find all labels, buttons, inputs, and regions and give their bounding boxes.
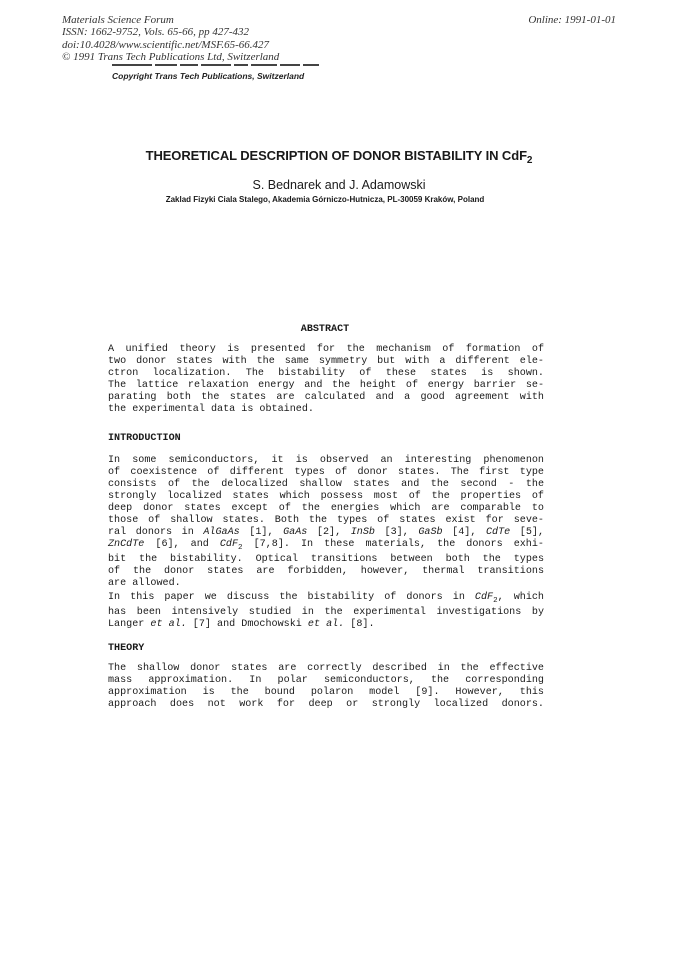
material-name: AlGaAs (203, 527, 240, 538)
scan-artifact-line (112, 64, 324, 68)
paragraph-line: approach does not work for deep or strongly localized donors. (108, 699, 544, 710)
paragraph-line: In this paper we discuss the bistability of donors in CdF$_2$, which (108, 592, 544, 605)
abstract-line: A unified theory is presented for the mechanism of formation of (108, 344, 544, 355)
paragraph-line: mass approximation. In polar semiconductors, the corresponding (108, 675, 544, 686)
abstract-line: the experimental data is obtained. (108, 404, 314, 415)
abstract-body (108, 344, 544, 416)
copyright-note: Copyright Trans Tech Publications, Switzerland (112, 71, 305, 81)
abstract-line: The lattice relaxation energy and the height of energy barrier se- (108, 380, 544, 391)
doi-line: doi:10.4028/www.scientific.net/MSF.65-66.427 (62, 38, 270, 51)
paragraph-line: deep donor states except of the energies which are comparable to (108, 503, 544, 514)
paragraph-line: approximation is the bound polaron model [9]. However, this (108, 687, 544, 698)
journal-name: Materials Science Forum (62, 14, 174, 26)
abstract-line: ctron localization. The bistability of these states is shown. (108, 368, 544, 379)
title-subscript: 2 (526, 155, 533, 166)
theory-paragraph (108, 663, 544, 711)
paragraph-line: In some semiconductors, it is observed an interesting phenomenon (108, 455, 544, 466)
introduction-paragraph-2 (108, 592, 544, 631)
theory-heading: THEORY (108, 643, 145, 654)
paragraph-line: consists of the delocalized shallow states and the second - the (108, 479, 544, 490)
introduction-paragraph-1 (108, 455, 544, 590)
paragraph-line: of the donor states are forbidden, however, thermal transitions (108, 566, 544, 577)
paragraph-line: strongly localized states which possess most of the properties of (108, 491, 544, 502)
material-name: CdF (474, 592, 494, 603)
online-date: Online: 1991-01-01 (528, 14, 616, 26)
paper-title (0, 148, 678, 166)
material-name: ZnCdTe (108, 539, 145, 550)
paragraph-line: has been intensively studied in the experimental investigations by (108, 607, 544, 618)
affiliation: Zaklad Fizyki Ciala Stalego, Akademia Górniczo-Hutnicza, PL-30059 Kraków, Poland (165, 195, 485, 204)
paragraph-line: those of shallow states. Both the types of states exist for seve- (108, 515, 544, 526)
introduction-heading: INTRODUCTION (108, 433, 181, 444)
material-name: InSb (350, 527, 375, 538)
abstract-line: two donor states with the same symmetry but with a different ele- (108, 356, 544, 367)
issn-line: ISSN: 1662-9752, Vols. 65-66, pp 427-432 (62, 26, 249, 39)
paragraph-line: ral donors in AlGaAs [1], GaAs [2], InSb [3], GaSb [4], CdTe [5], (108, 527, 545, 538)
material-name: CdF (219, 539, 239, 550)
journal-header (62, 14, 279, 64)
paragraph-line: are allowed. (108, 578, 181, 589)
material-name: CdTe (485, 527, 511, 538)
abstract-line: parating both the states are calculated and a good agreement with (108, 392, 544, 403)
subscript: 2 (493, 597, 498, 605)
material-name: GaAs (283, 527, 308, 538)
paragraph-line: Langer et al. [7] and Dmochowski et al. [8]. (108, 619, 375, 630)
paragraph-line: ZnCdTe [6], and CdF$_2$ [7,8]. In these materials, the donors exhi- (108, 539, 544, 552)
publisher-copyright: © 1991 Trans Tech Publications Ltd, Switzerland (62, 51, 280, 64)
authors: S. Bednarek and J. Adamowski (252, 178, 426, 192)
subscript: 2 (238, 544, 243, 552)
material-name: GaSb (418, 527, 443, 538)
paragraph-line: of coexistence of different types of donor states. The first type (108, 467, 544, 478)
paragraph-line: bit the bistability. Optical transitions between both the types (108, 554, 544, 565)
abstract-heading: ABSTRACT (300, 324, 350, 335)
paragraph-line: The shallow donor states are correctly described in the effective (108, 663, 544, 674)
title-text: THEORETICAL DESCRIPTION OF DONOR BISTABILITY IN CdF (145, 148, 527, 163)
